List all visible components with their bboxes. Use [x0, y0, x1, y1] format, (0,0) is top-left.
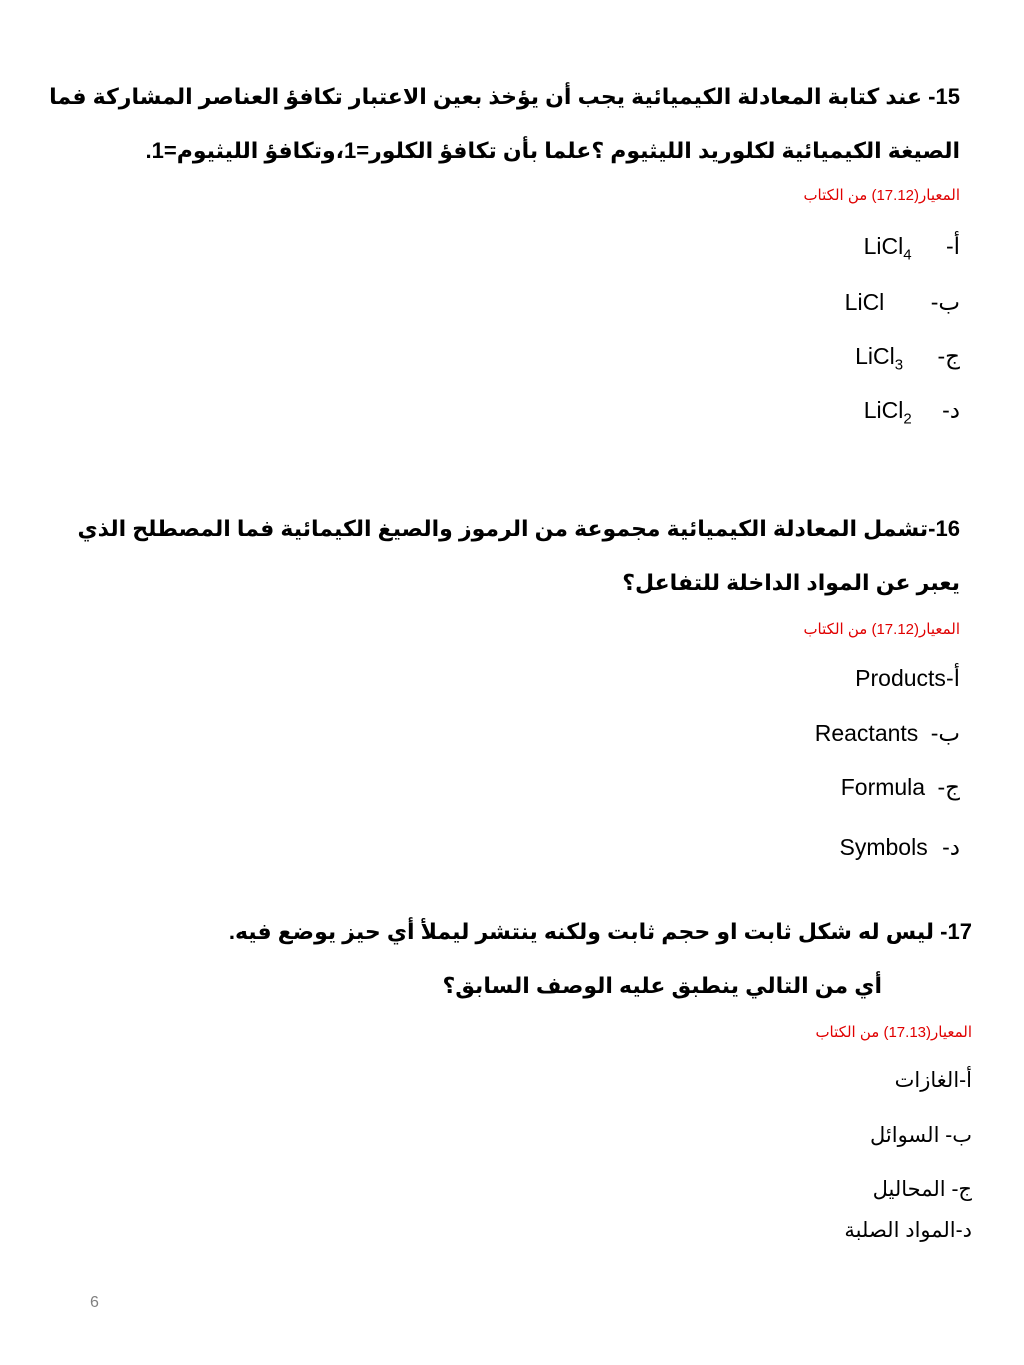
option-letter: ب-: [930, 289, 960, 315]
question-15-line-2: الصيغة الكيميائية لكلوريد الليثيوم ؟علما بأن تكافؤ الكلور=1،وتكافؤ الليثيوم=1.: [145, 138, 960, 163]
q17-option-a: أ-الغازات: [894, 1069, 972, 1092]
q16-option-a: [855, 665, 960, 692]
option-letter: ج-: [937, 343, 960, 369]
option-letter: ب-: [930, 720, 960, 746]
question-15-line-1: 15- عند كتابة المعادلة الكيميائية يجب أن يؤخذ بعين الاعتبار تكافؤ العناصر المشاركة فما: [49, 84, 960, 109]
option-formula: LiCl: [844, 289, 885, 315]
option-letter: أ-: [945, 665, 960, 691]
option-formula: LiCl$_2$: [863, 397, 912, 428]
option-letter: د-: [942, 397, 960, 423]
question-16-standard: المعيار(17.12) من الكتاب: [803, 621, 960, 638]
q16-option-b: [815, 720, 960, 747]
question-16-line-2: يعبر عن المواد الداخلة للتفاعل؟: [622, 570, 960, 595]
option-text: Symbols: [839, 834, 928, 860]
question-15-standard: المعيار(17.12) من الكتاب: [803, 187, 960, 204]
option-text: Formula: [840, 774, 926, 800]
q15-option-a: [864, 233, 960, 264]
q15-option-b: [845, 289, 960, 316]
page-number: 6: [90, 1294, 99, 1311]
q15-option-c: [855, 343, 960, 374]
q15-option-d: [864, 397, 960, 428]
question-17-standard: المعيار(17.13) من الكتاب: [815, 1024, 972, 1041]
q16-option-d: [840, 834, 961, 861]
q17-option-d: د-المواد الصلبة: [844, 1219, 972, 1242]
q17-option-c: ج- المحاليل: [872, 1178, 972, 1201]
q17-option-b: ب- السوائل: [870, 1124, 972, 1147]
q16-option-c: [841, 774, 960, 801]
option-letter: د-: [942, 834, 960, 860]
option-text: Reactants: [814, 720, 919, 746]
question-17-line-2: أي من التالي ينطبق عليه الوصف السابق؟: [442, 973, 882, 998]
option-letter: أ-: [945, 233, 960, 259]
question-16-line-1: 16-تشمل المعادلة الكيميائية مجموعة من الرموز والصيغ الكيمائية فما المصطلح الذي: [77, 516, 960, 541]
question-17-line-1: 17- ليس له شكل ثابت او حجم ثابت ولكنه ينتشر ليملأ أي حيز يوضع فيه.: [228, 919, 972, 944]
option-formula: LiCl$_4$: [863, 233, 912, 264]
option-letter: ج-: [937, 774, 960, 800]
option-formula: LiCl$_3$: [855, 343, 904, 374]
option-text: Products: [855, 665, 946, 691]
